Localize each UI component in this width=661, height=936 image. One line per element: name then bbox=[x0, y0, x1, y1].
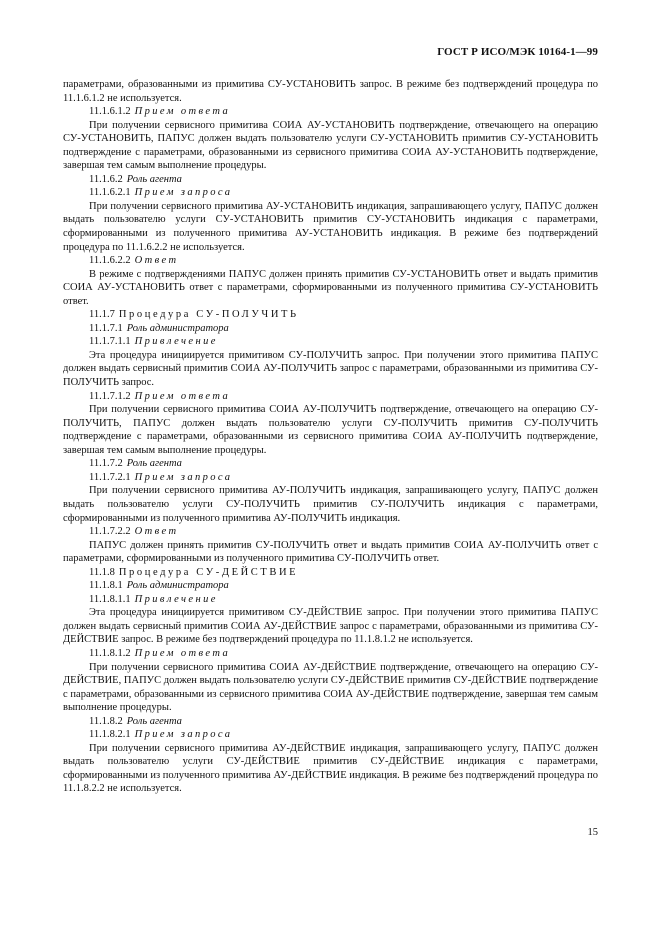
section-title: Прием запроса bbox=[134, 187, 233, 199]
section-title: Роль агента bbox=[126, 458, 182, 470]
section-title: Роль агента bbox=[126, 173, 182, 185]
paragraph: Эта процедура инициируется примитивом СУ-ПОЛУЧИТЬ запрос. При получении этого примитива ПАПУС должен выдать сервисный примитив СОИА АУ-ПОЛУЧИТЬ запрос с параметрами, образованными из примитива СУ-ПОЛУЧИТЬ запрос. bbox=[63, 349, 598, 389]
section-heading bbox=[63, 335, 598, 349]
section-number: 11.1.7.1 bbox=[89, 322, 123, 334]
section-title: Прием ответа bbox=[134, 647, 231, 659]
section-heading bbox=[63, 457, 598, 471]
section-heading bbox=[63, 186, 598, 200]
paragraph: ПАПУС должен принять примитив СУ-ПОЛУЧИТЬ ответ и выдать примитив СОИА АУ-ПОЛУЧИТЬ ответ с параметрами, сформированными из полученного примитива СУ-ПОЛУЧИТЬ ответ. bbox=[63, 539, 598, 565]
standard-header: ГОСТ Р ИСО/МЭК 10164-1—99 bbox=[437, 46, 598, 58]
section-title: Прием ответа bbox=[134, 106, 231, 118]
section-title: Ответ bbox=[134, 526, 179, 538]
section-number: 11.1.8.1 bbox=[89, 580, 123, 592]
section-title: Процедура СУ-ДЕЙСТВИЕ bbox=[118, 566, 299, 578]
section-number: 11.1.6.2.1 bbox=[89, 187, 131, 199]
section-heading bbox=[63, 105, 598, 119]
section-number: 11.1.7.1.2 bbox=[89, 390, 131, 402]
section-heading bbox=[63, 525, 598, 539]
paragraph: При получении сервисного примитива СОИА АУ-ДЕЙСТВИЕ подтверждение, отвечающего на операцию СУ-ДЕЙСТВИЕ, ПАПУС должен выдать пользователю услуги СУ-ДЕЙСТВИЕ примитив СУ-ДЕЙСТВИЕ подтверждение с параметрами, образованными из сервисного примитива СОИА АУ-ДЕЙСТВИЕ подтверждение, завершая тем самым выполнение процедуры. bbox=[63, 661, 598, 714]
section-number: 11.1.6.2.2 bbox=[89, 255, 131, 267]
page-number: 15 bbox=[587, 827, 598, 838]
document-body bbox=[63, 78, 598, 796]
paragraph: При получении сервисного примитива АУ-УСТАНОВИТЬ индикация, запрашивающего услугу, ПАПУС должен выдать пользователю услуги СУ-УСТАНОВИТЬ примитив СУ-УСТАНОВИТЬ индикация с параметрами, сформированными из полученного примитива АУ-УСТАНОВИТЬ индикация. В режиме без подтверждений процедура по 11.1.6.2.2 не используется. bbox=[63, 200, 598, 253]
section-number: 11.1.7 bbox=[89, 309, 115, 321]
paragraph: В режиме с подтверждениями ПАПУС должен принять примитив СУ-УСТАНОВИТЬ ответ и выдать примитив СОИА АУ-УСТАНОВИТЬ ответ с параметрами, сформированными из полученного примитива СУ-УСТАНОВИТЬ ответ. bbox=[63, 268, 598, 307]
section-heading bbox=[63, 390, 598, 404]
section-title: Привлечение bbox=[134, 593, 218, 605]
section-heading bbox=[63, 566, 598, 580]
section-heading bbox=[63, 173, 598, 187]
section-number: 11.1.6.2 bbox=[89, 173, 123, 185]
paragraph: Эта процедура инициируется примитивом СУ-ДЕЙСТВИЕ запрос. При получении этого примитива ПАПУС должен выдать сервисный примитив СОИА АУ-ДЕЙСТВИЕ запрос с параметрами, образованными из примитива СУ-ДЕЙСТВИЕ запрос. В режиме без подтверждений процедура по 11.1.8.1.2 не используется. bbox=[63, 607, 598, 646]
section-title: Прием запроса bbox=[134, 471, 233, 483]
section-title: Роль агента bbox=[126, 715, 182, 727]
section-number: 11.1.7.1.1 bbox=[89, 336, 131, 348]
paragraph: При получении сервисного примитива СОИА АУ-УСТАНОВИТЬ подтверждение, отвечающего на операцию СУ-УСТАНОВИТЬ, ПАПУС должен выдать пользователю услуги СУ-УСТАНОВИТЬ примитив СУ-УСТАНОВИТЬ подтверждение с параметрами, образованными из сервисного примитива СОИА АУ-УСТАНОВИТЬ подтверждение, завершая тем самым выполнение процедуры. bbox=[63, 119, 598, 172]
section-title: Ответ bbox=[134, 255, 179, 267]
paragraph: параметрами, образованными из примитива СУ-УСТАНОВИТЬ запрос. В режиме без подтверждений процедура по 11.1.6.1.2 не используется. bbox=[63, 79, 598, 104]
section-heading bbox=[63, 647, 598, 661]
section-heading bbox=[63, 308, 598, 322]
section-number: 11.1.8.1.1 bbox=[89, 593, 131, 605]
section-number: 11.1.8 bbox=[89, 566, 115, 578]
section-heading bbox=[63, 593, 598, 607]
section-heading bbox=[63, 471, 598, 485]
section-title: Прием ответа bbox=[134, 390, 231, 402]
section-number: 11.1.7.2.2 bbox=[89, 526, 131, 538]
section-number: 11.1.7.2.1 bbox=[89, 471, 131, 483]
section-number: 11.1.8.2.1 bbox=[89, 729, 131, 741]
section-number: 11.1.7.2 bbox=[89, 458, 123, 470]
section-title: Процедура СУ-ПОЛУЧИТЬ bbox=[118, 309, 299, 321]
paragraph: При получении сервисного примитива АУ-ДЕЙСТВИЕ индикация, запрашивающего услугу, ПАПУС должен выдать пользователю услуги СУ-ДЕЙСТВИЕ примитив СУ-ДЕЙСТВИЕ индикация с параметрами, сформированными из полученного примитива АУ-ДЕЙСТВИЕ индикация. В режиме без подтверждений процедура по 11.1.8.2.2 не используется. bbox=[63, 742, 598, 795]
section-title: Прием запроса bbox=[134, 729, 233, 741]
paragraph: При получении сервисного примитива АУ-ПОЛУЧИТЬ индикация, запрашивающего услугу, ПАПУС должен выдать пользователю услуги СУ-ПОЛУЧИТЬ примитив СУ-ПОЛУЧИТЬ индикация с параметрами, сформированными из полученного примитива АУ-ПОЛУЧИТЬ индикация. bbox=[63, 485, 598, 524]
section-title: Привлечение bbox=[134, 336, 218, 348]
section-title: Роль администратора bbox=[126, 322, 229, 334]
section-heading bbox=[63, 715, 598, 729]
section-heading bbox=[63, 579, 598, 593]
section-heading bbox=[63, 728, 598, 742]
section-title: Роль администратора bbox=[126, 580, 229, 592]
section-number: 11.1.8.2 bbox=[89, 715, 123, 727]
paragraph: При получении сервисного примитива СОИА АУ-ПОЛУЧИТЬ подтверждение, отвечающего на операцию СУ-ПОЛУЧИТЬ, ПАПУС должен выдать пользователю услуги СУ-ПОЛУЧИТЬ примитив СУ-ПОЛУЧИТЬ подтверждение с параметрами, образованными из сервисного примитива СОИА АУ-ПОЛУЧИТЬ подтверждение, завершая тем самым выполнение процедуры. bbox=[63, 404, 598, 456]
section-heading bbox=[63, 254, 598, 268]
section-number: 11.1.6.1.2 bbox=[89, 106, 131, 118]
section-heading bbox=[63, 322, 598, 336]
section-number: 11.1.8.1.2 bbox=[89, 647, 131, 659]
